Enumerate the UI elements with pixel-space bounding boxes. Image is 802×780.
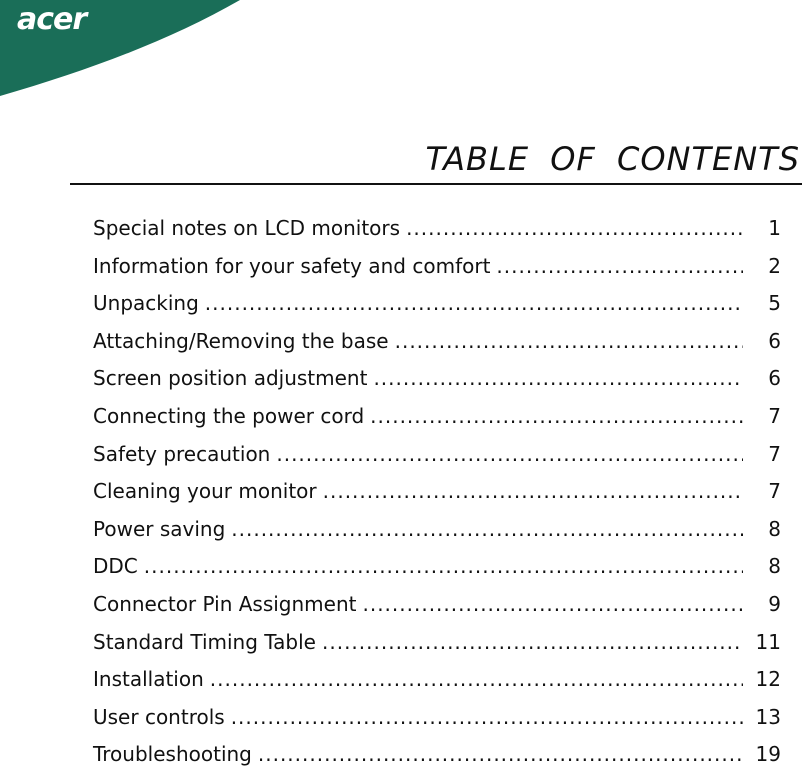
toc-entry[interactable] [93, 442, 781, 480]
toc-entry-label: Connector Pin Assignment [93, 591, 357, 616]
toc-list [93, 216, 781, 780]
toc-dot-leader [373, 366, 743, 390]
toc-entry[interactable] [93, 705, 781, 743]
toc-entry-page: 19 [755, 742, 781, 767]
acer-logo: acer [17, 2, 87, 37]
toc-dot-leader [362, 592, 743, 616]
toc-entry-label: Information for your safety and comfort [93, 253, 491, 278]
title-divider [70, 183, 802, 185]
toc-dot-leader [406, 216, 743, 240]
toc-entry-label: Standard Timing Table [93, 629, 316, 654]
toc-entry[interactable] [93, 291, 781, 329]
acer-logo-banner [0, 0, 250, 100]
toc-entry-page: 8 [768, 516, 781, 541]
toc-entry-label: Cleaning your monitor [93, 479, 317, 504]
toc-entry[interactable] [93, 404, 781, 442]
toc-entry-page: 8 [768, 554, 781, 579]
toc-dot-leader [231, 705, 743, 729]
toc-entry[interactable] [93, 216, 781, 254]
toc-entry[interactable] [93, 742, 781, 780]
toc-entry-label: Troubleshooting [93, 742, 252, 767]
page-title: TABLE OF CONTENTS [425, 140, 800, 178]
toc-entry-label: Safety precaution [93, 441, 271, 466]
toc-entry-label: Connecting the power cord [93, 403, 365, 428]
toc-dot-leader [144, 554, 743, 578]
toc-entry[interactable] [93, 592, 781, 630]
toc-dot-leader [258, 742, 743, 766]
toc-entry[interactable] [93, 329, 781, 367]
toc-entry[interactable] [93, 254, 781, 292]
toc-entry-label: Unpacking [93, 291, 199, 316]
toc-entry-page: 6 [768, 328, 781, 353]
toc-entry-label: Screen position adjustment [93, 366, 368, 391]
toc-dot-leader [496, 254, 743, 278]
toc-entry[interactable] [93, 366, 781, 404]
toc-dot-leader [205, 291, 743, 315]
toc-dot-leader [210, 667, 743, 691]
toc-dot-leader [395, 329, 743, 353]
toc-entry-page: 7 [768, 441, 781, 466]
toc-dot-leader [231, 517, 743, 541]
toc-dot-leader [370, 404, 743, 428]
toc-entry[interactable] [93, 667, 781, 705]
toc-entry-page: 13 [755, 704, 781, 729]
toc-entry-page: 7 [768, 479, 781, 504]
toc-dot-leader [276, 442, 743, 466]
toc-entry-page: 9 [768, 591, 781, 616]
toc-entry-page: 12 [755, 667, 781, 692]
toc-entry-label: Power saving [93, 516, 226, 541]
toc-dot-leader [323, 479, 743, 503]
toc-entry[interactable] [93, 517, 781, 555]
toc-entry[interactable] [93, 630, 781, 668]
toc-entry-page: 2 [768, 253, 781, 278]
toc-entry-page: 5 [768, 291, 781, 316]
toc-entry[interactable] [93, 479, 781, 517]
toc-entry-label: Installation [93, 667, 204, 692]
toc-entry-page: 11 [755, 629, 781, 654]
toc-entry-label: User controls [93, 704, 225, 729]
toc-entry-label: Attaching/Removing the base [93, 328, 389, 353]
toc-entry[interactable] [93, 554, 781, 592]
toc-entry-label: DDC [93, 554, 138, 579]
toc-entry-page: 1 [768, 216, 781, 240]
toc-entry-page: 7 [768, 403, 781, 428]
toc-entry-label: Special notes on LCD monitors [93, 216, 401, 240]
toc-entry-page: 6 [768, 366, 781, 391]
toc-dot-leader [322, 630, 743, 654]
